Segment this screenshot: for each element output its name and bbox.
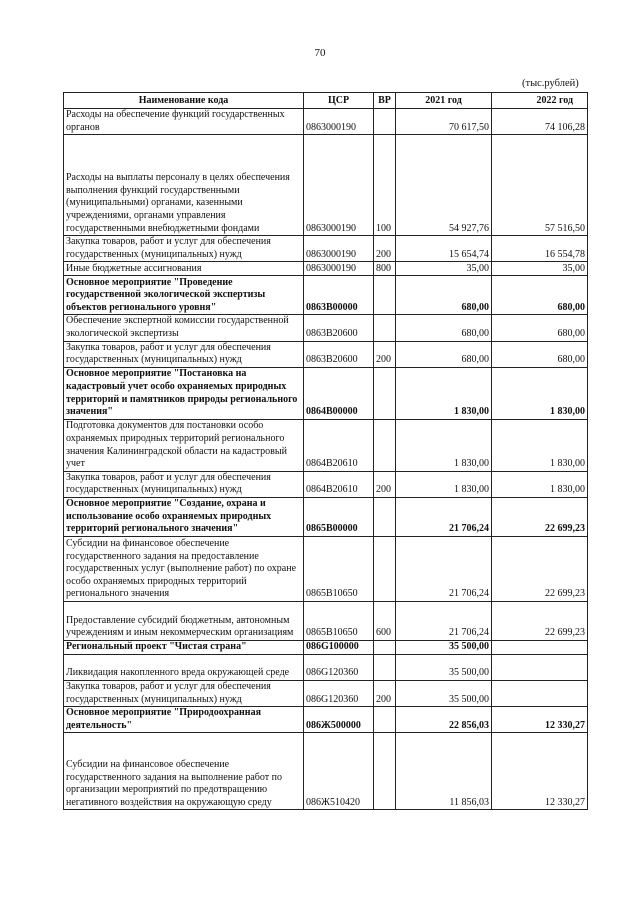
cell-name: Региональный проект "Чистая страна" — [64, 640, 304, 654]
cell-name: Основное мероприятие "Проведение государственной экологической экспертизы объектов регионального уровня" — [64, 276, 304, 315]
table-row — [64, 497, 588, 536]
table-row — [64, 536, 588, 601]
table-row — [64, 640, 588, 654]
table-header-row — [64, 93, 588, 109]
header-csr: ЦСР — [304, 93, 374, 109]
cell-2021: 21 706,24 — [396, 497, 492, 536]
cell-2021: 11 856,03 — [396, 733, 492, 810]
cell-vr — [374, 276, 396, 315]
cell-csr: 0863000190 — [304, 109, 374, 135]
cell-2022: 680,00 — [492, 341, 588, 367]
cell-csr: 086G100000 — [304, 640, 374, 654]
cell-2021: 54 927,76 — [396, 135, 492, 236]
page-number: 70 — [314, 47, 326, 59]
cell-2021: 680,00 — [396, 315, 492, 341]
units-note: (тыс.рублей) — [522, 78, 579, 89]
cell-name: Расходы на обеспечение функций государственных органов — [64, 109, 304, 135]
cell-2022 — [492, 640, 588, 654]
cell-2022: 1 830,00 — [492, 367, 588, 419]
cell-name: Иные бюджетные ассигнования — [64, 262, 304, 276]
cell-csr: 086Ж500000 — [304, 707, 374, 733]
cell-vr — [374, 536, 396, 601]
cell-2021: 22 856,03 — [396, 707, 492, 733]
cell-csr: 0863000190 — [304, 135, 374, 236]
cell-vr — [374, 109, 396, 135]
cell-csr: 0865В10650 — [304, 536, 374, 601]
cell-name: Закупка товаров, работ и услуг для обеспечения государственных (муниципальных) нужд — [64, 471, 304, 497]
table-row — [64, 654, 588, 680]
cell-2022: 74 106,28 — [492, 109, 588, 135]
cell-name: Субсидии на финансовое обеспечение государственного задания на выполнение работ по организации мероприятий по предотвращению негативного воздействия на окружающую среду — [64, 733, 304, 810]
cell-csr: 0865В00000 — [304, 497, 374, 536]
header-name: Наименование кода — [64, 93, 304, 109]
table-row — [64, 367, 588, 419]
cell-2022: 35,00 — [492, 262, 588, 276]
cell-2021: 35 500,00 — [396, 680, 492, 706]
header-2022: 2022 год — [492, 93, 588, 109]
cell-csr: 086G120360 — [304, 680, 374, 706]
cell-2022: 1 830,00 — [492, 471, 588, 497]
cell-name: Ликвидация накопленного вреда окружающей среде — [64, 654, 304, 680]
cell-vr — [374, 419, 396, 471]
cell-vr — [374, 733, 396, 810]
table-row — [64, 471, 588, 497]
header-vr: ВР — [374, 93, 396, 109]
cell-2021: 680,00 — [396, 341, 492, 367]
cell-name: Основное мероприятие "Постановка на кадастровый учет особо охраняемых природных территорий и памятников природы регионального значения" — [64, 367, 304, 419]
cell-vr — [374, 315, 396, 341]
cell-vr: 200 — [374, 471, 396, 497]
cell-2021: 35 500,00 — [396, 640, 492, 654]
cell-vr — [374, 497, 396, 536]
cell-vr: 200 — [374, 680, 396, 706]
cell-csr: 0863000190 — [304, 262, 374, 276]
cell-vr: 800 — [374, 262, 396, 276]
cell-vr: 200 — [374, 236, 396, 262]
cell-2022: 12 330,27 — [492, 733, 588, 810]
table-row — [64, 315, 588, 341]
cell-2022: 57 516,50 — [492, 135, 588, 236]
table-row — [64, 109, 588, 135]
table-row — [64, 707, 588, 733]
cell-csr: 0864В00000 — [304, 367, 374, 419]
table-row — [64, 341, 588, 367]
cell-2022 — [492, 680, 588, 706]
cell-vr — [374, 707, 396, 733]
cell-2022: 680,00 — [492, 315, 588, 341]
cell-2022: 22 699,23 — [492, 601, 588, 640]
cell-name: Основное мероприятие "Создание, охрана и использование особо охраняемых природных территорий регионального значения" — [64, 497, 304, 536]
cell-name: Субсидии на финансовое обеспечение государственного задания на предоставление государственных услуг (выполнение работ) по охране особо охраняемых природных территорий регионального значения — [64, 536, 304, 601]
cell-name: Основное мероприятие "Природоохранная деятельность" — [64, 707, 304, 733]
cell-csr: 0865В10650 — [304, 601, 374, 640]
cell-name: Закупка товаров, работ и услуг для обеспечения государственных (муниципальных) нужд — [64, 236, 304, 262]
table-row — [64, 276, 588, 315]
cell-csr: 0863В00000 — [304, 276, 374, 315]
cell-vr: 200 — [374, 341, 396, 367]
cell-csr: 086Ж510420 — [304, 733, 374, 810]
table-row — [64, 262, 588, 276]
cell-vr — [374, 367, 396, 419]
cell-name: Подготовка документов для постановки особо охраняемых природных территорий регионального значения Калининградской области на кадастровый учет — [64, 419, 304, 471]
table-row — [64, 236, 588, 262]
cell-name: Закупка товаров, работ и услуг для обеспечения государственных (муниципальных) нужд — [64, 341, 304, 367]
cell-2021: 35 500,00 — [396, 654, 492, 680]
cell-2021: 21 706,24 — [396, 601, 492, 640]
cell-2021: 1 830,00 — [396, 471, 492, 497]
table-row — [64, 419, 588, 471]
cell-name: Закупка товаров, работ и услуг для обеспечения государственных (муниципальных) нужд — [64, 680, 304, 706]
cell-csr: 086G120360 — [304, 654, 374, 680]
table-row — [64, 680, 588, 706]
cell-2021: 1 830,00 — [396, 367, 492, 419]
cell-csr: 0864В20610 — [304, 419, 374, 471]
table-row — [64, 733, 588, 810]
table-row — [64, 135, 588, 236]
cell-name: Обеспечение экспертной комиссии государственной экологической экспертизы — [64, 315, 304, 341]
cell-2022: 16 554,78 — [492, 236, 588, 262]
cell-2022: 12 330,27 — [492, 707, 588, 733]
cell-2021: 15 654,74 — [396, 236, 492, 262]
cell-2021: 21 706,24 — [396, 536, 492, 601]
cell-2021: 680,00 — [396, 276, 492, 315]
cell-2022: 680,00 — [492, 276, 588, 315]
cell-2022 — [492, 654, 588, 680]
cell-name: Предоставление субсидий бюджетным, автономным учреждениям и иным некоммерческим организациям — [64, 601, 304, 640]
cell-2021: 1 830,00 — [396, 419, 492, 471]
cell-2021: 70 617,50 — [396, 109, 492, 135]
table-row — [64, 601, 588, 640]
cell-2021: 35,00 — [396, 262, 492, 276]
cell-2022: 22 699,23 — [492, 497, 588, 536]
cell-2022: 1 830,00 — [492, 419, 588, 471]
header-2021: 2021 год — [396, 93, 492, 109]
cell-csr: 0863В20600 — [304, 315, 374, 341]
cell-vr: 600 — [374, 601, 396, 640]
cell-csr: 0864В20610 — [304, 471, 374, 497]
cell-vr — [374, 640, 396, 654]
cell-csr: 0863000190 — [304, 236, 374, 262]
cell-csr: 0863В20600 — [304, 341, 374, 367]
cell-2022: 22 699,23 — [492, 536, 588, 601]
cell-vr — [374, 654, 396, 680]
cell-vr: 100 — [374, 135, 396, 236]
cell-name: Расходы на выплаты персоналу в целях обеспечения выполнения функций государственными (муниципальными) органами, казенными учреждениями, органами управления государственными внебюджетными фондами — [64, 135, 304, 236]
budget-table — [63, 92, 588, 810]
